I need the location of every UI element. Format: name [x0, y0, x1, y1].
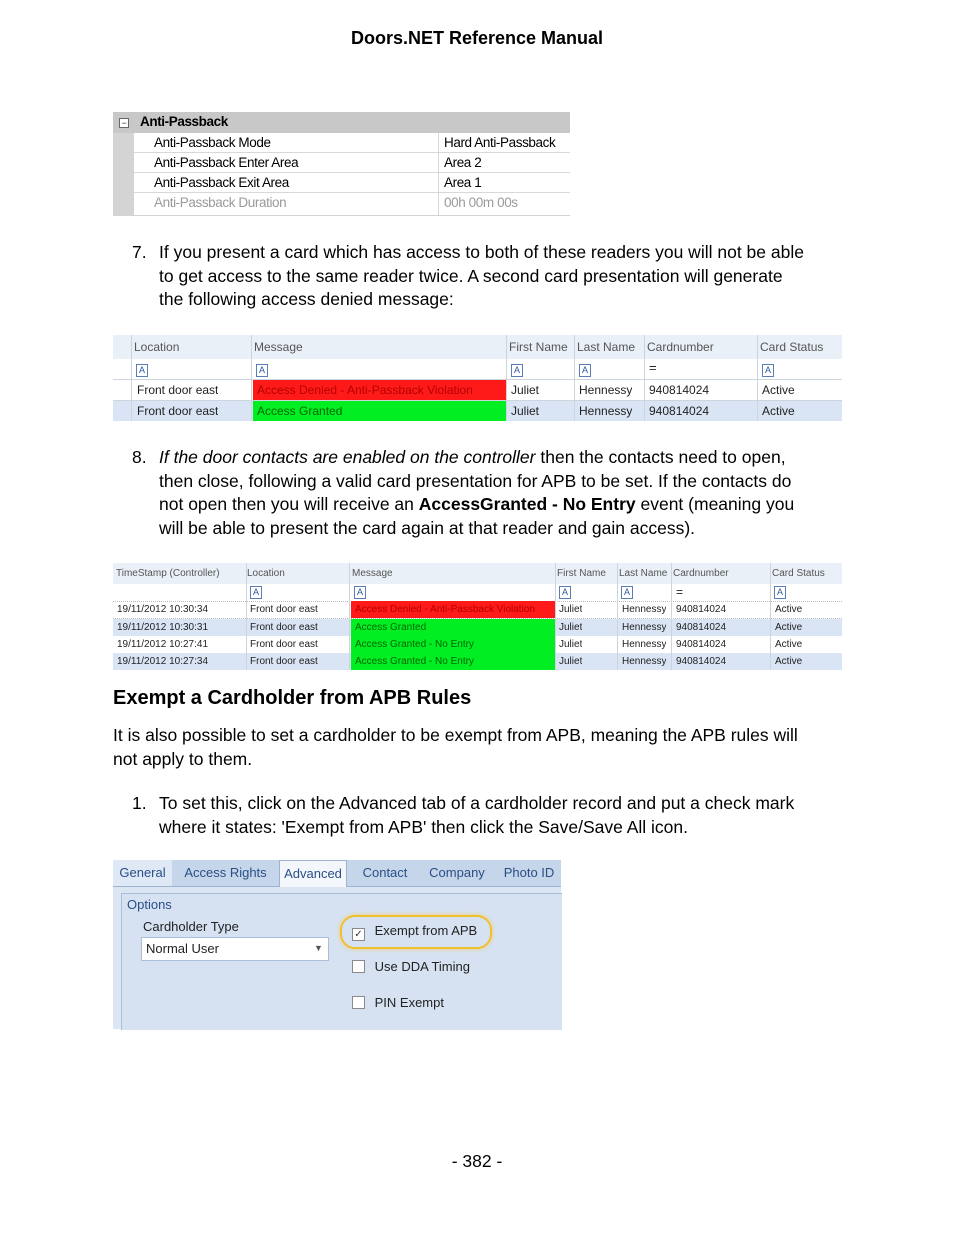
- cell-last-name: Hennessy: [622, 656, 667, 667]
- property-row-enter-area[interactable]: [134, 153, 570, 173]
- cell-cardnumber: 940814024: [676, 639, 727, 650]
- property-row-mode[interactable]: [134, 133, 570, 153]
- collapse-icon[interactable]: −: [119, 118, 129, 128]
- step-7-number: 7.: [132, 242, 147, 262]
- table-row[interactable]: [113, 636, 842, 654]
- table-row[interactable]: [113, 601, 842, 619]
- text-line: [159, 493, 859, 517]
- cell-location: Front door east: [137, 404, 219, 418]
- page-number: - 382 -: [451, 1151, 503, 1171]
- cell-last-name: Hennessy: [622, 639, 667, 650]
- filter-icon[interactable]: A: [256, 364, 268, 377]
- filter-icon[interactable]: A: [579, 364, 591, 377]
- cell-cardnumber: 940814024: [649, 404, 710, 418]
- cell-last-name: Hennessy: [622, 604, 667, 615]
- text-line: To set this, click on the Advanced tab of a cardholder record and put a check mark: [159, 793, 795, 813]
- table-row[interactable]: [113, 619, 842, 636]
- cell-card-status: Active: [775, 622, 803, 633]
- property-key: Anti-Passback Enter Area: [154, 155, 299, 170]
- use-dda-timing-checkbox[interactable]: [352, 959, 470, 974]
- options-group: [121, 893, 562, 1030]
- checkbox-label: Use DDA Timing: [374, 959, 470, 974]
- filter-icon[interactable]: A: [511, 364, 523, 377]
- cell-location: Front door east: [250, 604, 318, 615]
- cell-message-no-entry: Access Granted - No Entry: [351, 653, 555, 670]
- tab-general[interactable]: General: [113, 860, 172, 886]
- column-header[interactable]: First Name: [557, 568, 606, 579]
- text-line: then close, following a valid card presentation for APB to be set. If the contacts do: [159, 470, 792, 491]
- cell-timestamp: 19/11/2012 10:27:34: [117, 656, 209, 667]
- cell-timestamp: 19/11/2012 10:30:34: [117, 604, 209, 615]
- cell-last-name: Hennessy: [579, 404, 633, 418]
- cell-location: Front door east: [137, 383, 219, 397]
- cell-last-name: Hennessy: [579, 383, 633, 397]
- text-line: [159, 446, 859, 470]
- filter-icon[interactable]: A: [136, 364, 148, 377]
- page-header: Doors.NET Reference Manual: [350, 28, 604, 48]
- cell-first-name: Juliet: [559, 656, 583, 667]
- filter-icon[interactable]: A: [774, 586, 786, 599]
- cell-cardnumber: 940814024: [676, 656, 727, 667]
- property-value[interactable]: Area 2: [444, 155, 482, 170]
- checkbox-label: Exempt from APB: [374, 923, 478, 938]
- step-7-text: [159, 241, 859, 312]
- cell-card-status: Active: [775, 604, 803, 615]
- step-8-number: 8.: [132, 447, 147, 467]
- cell-location: Front door east: [250, 622, 318, 633]
- category-label: Anti-Passback: [140, 114, 228, 129]
- property-row-exit-area[interactable]: [134, 173, 570, 193]
- tab-photo-id[interactable]: Photo ID: [503, 865, 555, 880]
- cell-message-denied: Access Denied - Anti-Passback Violation: [351, 601, 555, 618]
- cardholder-type-label: Cardholder Type: [143, 919, 239, 934]
- cell-message-granted: Access Granted: [351, 619, 555, 636]
- events-grid-2: [113, 563, 842, 670]
- tab-contact[interactable]: Contact: [362, 865, 408, 880]
- cell-location: Front door east: [250, 656, 318, 667]
- tab-bar: [113, 860, 561, 887]
- text-span: not open then you will receive an: [159, 494, 419, 514]
- column-header[interactable]: TimeStamp (Controller): [116, 568, 220, 579]
- chevron-down-icon: ▼: [314, 943, 323, 953]
- section-heading: Exempt a Cardholder from APB Rules: [113, 687, 472, 709]
- cell-message-no-entry: Access Granted - No Entry: [351, 636, 555, 653]
- section-intro: [113, 724, 853, 771]
- column-header[interactable]: Location: [134, 340, 180, 354]
- text-span: event (meaning you: [635, 494, 795, 514]
- cell-card-status: Active: [775, 639, 803, 650]
- text-line: the following access denied message:: [159, 289, 454, 309]
- filter-icon[interactable]: A: [559, 586, 571, 599]
- grid-header-row: [113, 563, 842, 584]
- column-header[interactable]: Message: [254, 340, 303, 354]
- cell-message-denied: Access Denied - Anti-Passback Violation: [253, 380, 506, 400]
- text-line: It is also possible to set a cardholder to be exempt from APB, meaning the APB rules will: [113, 725, 798, 745]
- cell-last-name: Hennessy: [622, 622, 667, 633]
- column-header[interactable]: Last Name: [577, 340, 636, 354]
- property-value[interactable]: Area 1: [444, 175, 482, 190]
- property-value[interactable]: Hard Anti-Passback: [444, 135, 556, 150]
- column-header[interactable]: Message: [352, 568, 393, 579]
- step-8-text: [159, 446, 859, 540]
- column-header[interactable]: First Name: [509, 340, 568, 354]
- property-row-duration[interactable]: [134, 193, 570, 215]
- filter-icon[interactable]: A: [762, 364, 774, 377]
- filter-row: [113, 584, 842, 602]
- filter-equals[interactable]: =: [649, 360, 657, 375]
- text-line: will be able to present the card again at that reader and gain access).: [159, 517, 696, 538]
- cell-card-status: Active: [775, 656, 803, 667]
- table-row[interactable]: [113, 653, 842, 670]
- property-category[interactable]: [113, 112, 570, 133]
- tab-advanced[interactable]: Advanced: [279, 860, 347, 887]
- property-value[interactable]: 00h 00m 00s: [444, 195, 518, 210]
- cardholder-type-select[interactable]: [141, 937, 329, 961]
- cell-cardnumber: 940814024: [649, 383, 710, 397]
- cell-timestamp: 19/11/2012 10:27:41: [117, 639, 209, 650]
- checkbox-label: PIN Exempt: [374, 995, 444, 1010]
- table-row-selected[interactable]: [113, 401, 842, 421]
- column-header[interactable]: Cardnumber: [647, 340, 714, 354]
- checkbox-icon[interactable]: [352, 960, 365, 973]
- table-row[interactable]: [113, 380, 842, 401]
- filter-icon[interactable]: A: [354, 586, 366, 599]
- bold-text: AccessGranted - No Entry: [418, 494, 636, 514]
- cell-first-name: Juliet: [511, 383, 540, 397]
- cell-first-name: Juliet: [511, 404, 540, 418]
- cell-card-status: Active: [762, 404, 795, 418]
- pin-exempt-checkbox[interactable]: [352, 995, 444, 1010]
- column-header[interactable]: Cardnumber: [673, 568, 729, 579]
- filter-equals[interactable]: =: [676, 585, 684, 599]
- cell-cardnumber: 940814024: [676, 622, 727, 633]
- cardholder-advanced-panel: [113, 860, 561, 1029]
- anti-passback-property-grid: [113, 112, 570, 216]
- step-1-text: [159, 792, 859, 839]
- column-header[interactable]: Last Name: [619, 568, 668, 579]
- column-header[interactable]: Card Status: [772, 568, 825, 579]
- cell-message-granted: Access Granted: [253, 401, 506, 421]
- step-1-number: 1.: [132, 793, 147, 813]
- text-line: not apply to them.: [113, 748, 253, 769]
- cell-location: Front door east: [250, 639, 318, 650]
- text-line: If you present a card which has access to both of these readers you will not be able: [159, 242, 804, 262]
- filter-row: [113, 359, 842, 380]
- cell-first-name: Juliet: [559, 622, 583, 633]
- text-span: then the contacts need to open,: [535, 447, 786, 467]
- checkbox-checked-icon[interactable]: ✓: [352, 928, 365, 941]
- cell-first-name: Juliet: [559, 639, 583, 650]
- select-value: Normal User: [146, 941, 219, 956]
- cell-cardnumber: 940814024: [676, 604, 727, 615]
- exempt-apb-checkbox[interactable]: [352, 923, 477, 941]
- column-header[interactable]: Card Status: [760, 340, 824, 354]
- cell-card-status: Active: [762, 383, 795, 397]
- events-grid-1: [113, 335, 842, 421]
- filter-icon[interactable]: A: [621, 586, 633, 599]
- tab-company[interactable]: Company: [429, 865, 485, 880]
- cell-timestamp: 19/11/2012 10:30:31: [117, 622, 209, 633]
- cell-first-name: Juliet: [559, 604, 583, 615]
- column-header[interactable]: Location: [247, 568, 285, 579]
- grid-header-row: [113, 335, 842, 359]
- checkbox-icon[interactable]: [352, 996, 365, 1009]
- property-key: Anti-Passback Mode: [154, 135, 271, 150]
- text-line: where it states: 'Exempt from APB' then click the Save/Save All icon.: [159, 816, 689, 837]
- options-label: Options: [127, 897, 172, 912]
- tab-access-rights[interactable]: Access Rights: [184, 865, 267, 880]
- italic-text: If the door contacts are enabled on the controller: [159, 447, 536, 467]
- property-key: Anti-Passback Duration: [154, 195, 287, 210]
- filter-icon[interactable]: A: [250, 586, 262, 599]
- text-line: to get access to the same reader twice. A second card presentation will generate: [159, 265, 783, 286]
- property-key: Anti-Passback Exit Area: [154, 175, 289, 190]
